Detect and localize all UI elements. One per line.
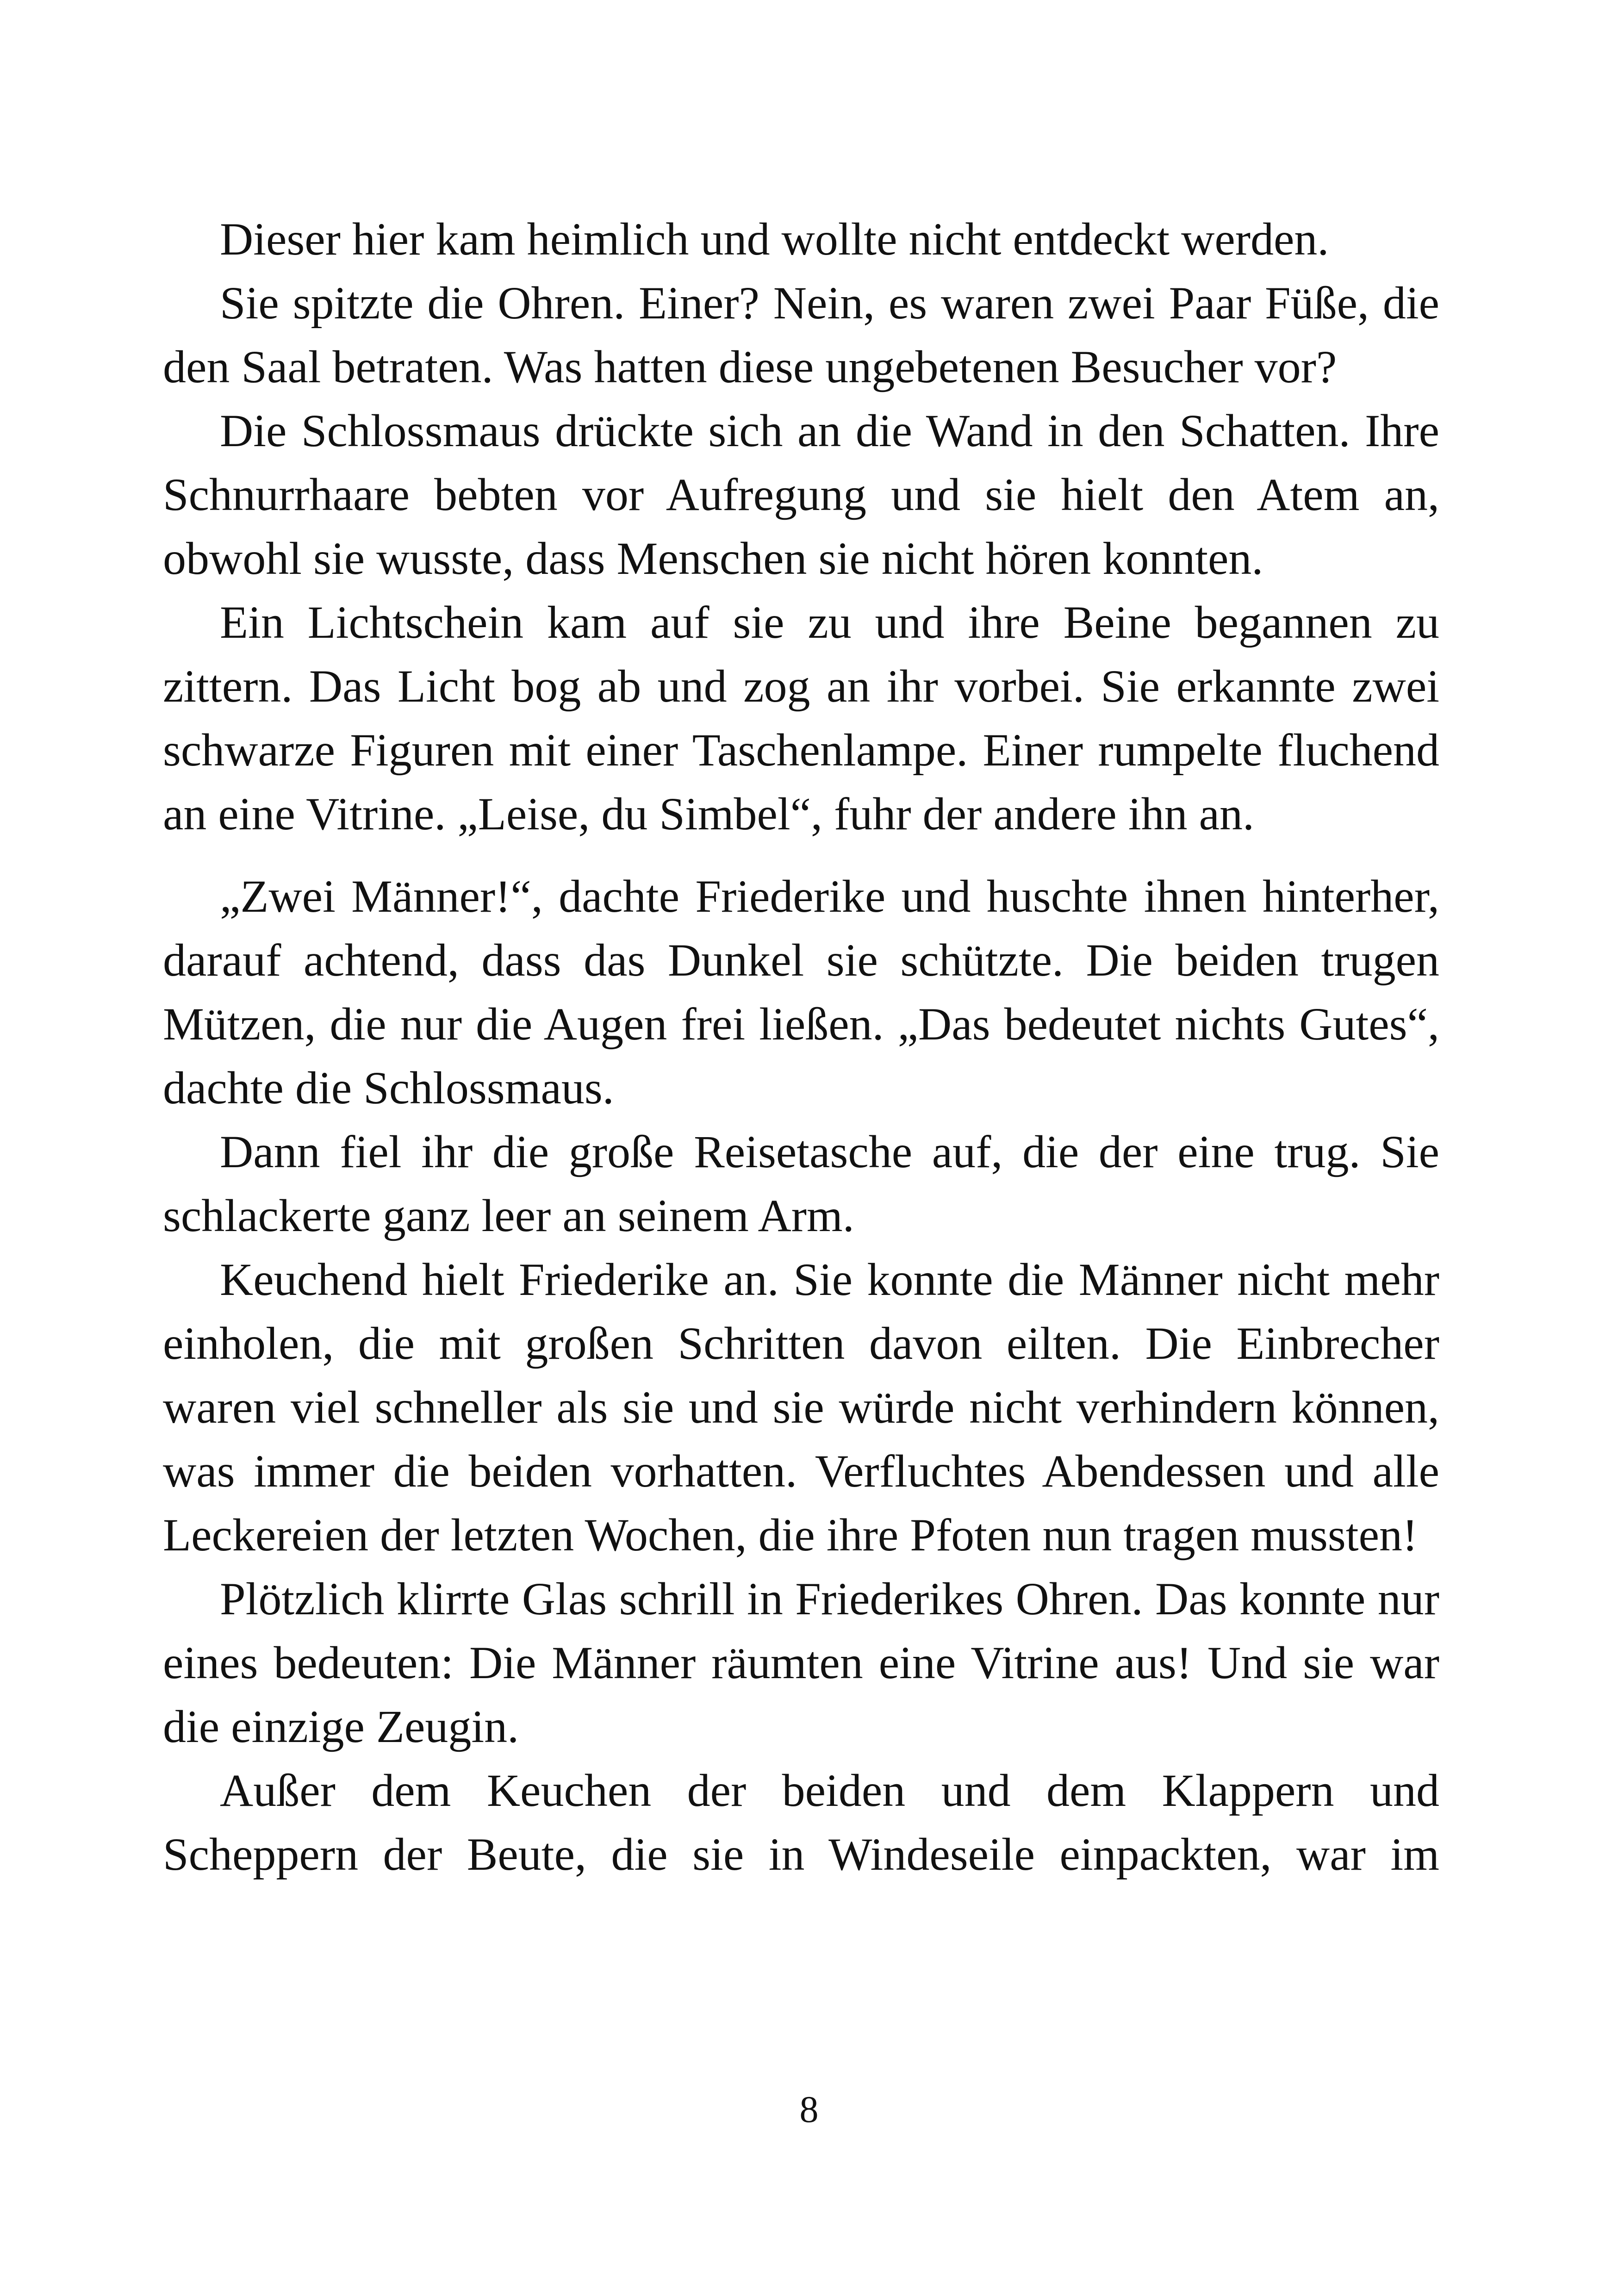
paragraph-4: Ein Lichtschein kam auf sie zu und ihre Beine begannen zu zittern. Das Licht bog ab und zog an ihr vorbei. Sie erkannte zwei schwarze Figuren mit einer Taschenlampe. Einer rumpelte fluchend an eine Vitrine. „Leise, du Simbel“, fuhr der andere ihn an.: [163, 597, 1439, 840]
paragraph-8: Plötzlich klirrte Glas schrill in Friederikes Ohren. Das konnte nur eines bedeuten: Die Männer räumten eine Vitrine aus! Und sie war die einzige Zeugin.: [163, 1573, 1439, 1752]
paragraph-9: Außer dem Keuchen der beiden und dem Klappern und Scheppern der Beute, die sie in Windeseile einpackten, war im: [163, 1765, 1439, 1880]
paragraph-2: Sie spitzte die Ohren. Einer? Nein, es waren zwei Paar Füße, die den Saal betraten. Was hatten diese ungebetenen Besucher vor?: [163, 277, 1439, 392]
paragraph-6: Dann fiel ihr die große Reisetasche auf, die der eine trug. Sie schlackerte ganz leer an seinem Arm.: [163, 1126, 1439, 1241]
paragraph-1: Dieser hier kam heimlich und wollte nicht entdeckt werden.: [220, 213, 1329, 265]
body-text: [163, 207, 1439, 1886]
paragraph-7: Keuchend hielt Friederike an. Sie konnte die Männer nicht mehr einholen, die mit großen Schritten davon eilten. Die Einbrecher waren viel schneller als sie und sie würde nicht verhindern können, was immer die beiden vorhatten. Verfluchtes Abendessen und alle Leckereien der letzten Wochen, die ihre Pfoten nun tragen mussten!: [163, 1254, 1439, 1561]
paragraph-5: „Zwei Männer!“, dachte Friederike und huschte ihnen hinterher, darauf achtend, dass das Dunkel sie schützte. Die beiden trugen Mützen, die nur die Augen frei ließen. „Das bedeutet nichts Gutes“, dachte die Schlossmaus.: [163, 871, 1439, 1114]
page-number: 8: [799, 2088, 819, 2130]
paragraph-3: Die Schlossmaus drückte sich an die Wand in den Schatten. Ihre Schnurrhaare bebten vor Aufregung und sie hielt den Atem an, obwohl sie wusste, dass Menschen sie nicht hören konnten.: [163, 405, 1439, 584]
